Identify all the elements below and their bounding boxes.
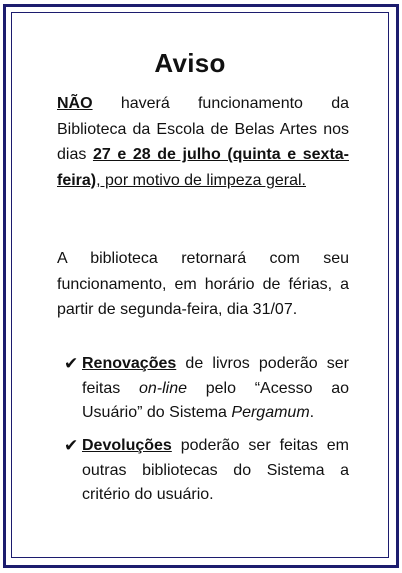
list-item-renewals <box>64 352 349 426</box>
check-icon: ✔ <box>64 436 79 455</box>
closure-lead: NÃO <box>57 95 93 112</box>
list-item-returns <box>64 434 349 508</box>
renewals-lead: Renovações <box>82 355 177 372</box>
closure-dates: 27 e 28 de julho (quinta e sexta-feira) <box>57 146 349 189</box>
closure-text-a: haverá funcionamento da Biblioteca da Escola de Belas Artes nos dias <box>57 95 349 164</box>
renewals-online: on-line <box>138 379 187 397</box>
renewals-system-name: Pergamum <box>231 404 310 421</box>
check-icon: ✔ <box>64 354 79 373</box>
returns-lead: Devoluções <box>82 437 172 454</box>
renewals-text-b: pelo “Acesso ao Usuário” do Sistema <box>82 379 349 421</box>
return-paragraph: A biblioteca retornará com seu funcionamento, em horário de férias, a partir de segunda-feira, dia 31/07. <box>57 250 349 319</box>
renewals-text-c: . <box>309 404 315 421</box>
closure-paragraph <box>57 91 349 193</box>
returns-text <box>82 434 349 508</box>
closure-text-b: , por motivo de limpeza geral. <box>96 171 306 189</box>
notice-title: Aviso <box>154 48 226 78</box>
returns-text-a: poderão ser feitas em outras bibliotecas do Sistema a critério do usuário. <box>82 437 349 503</box>
renewals-text <box>82 352 349 426</box>
renewals-text-a: de livros poderão ser feitas <box>82 355 349 397</box>
